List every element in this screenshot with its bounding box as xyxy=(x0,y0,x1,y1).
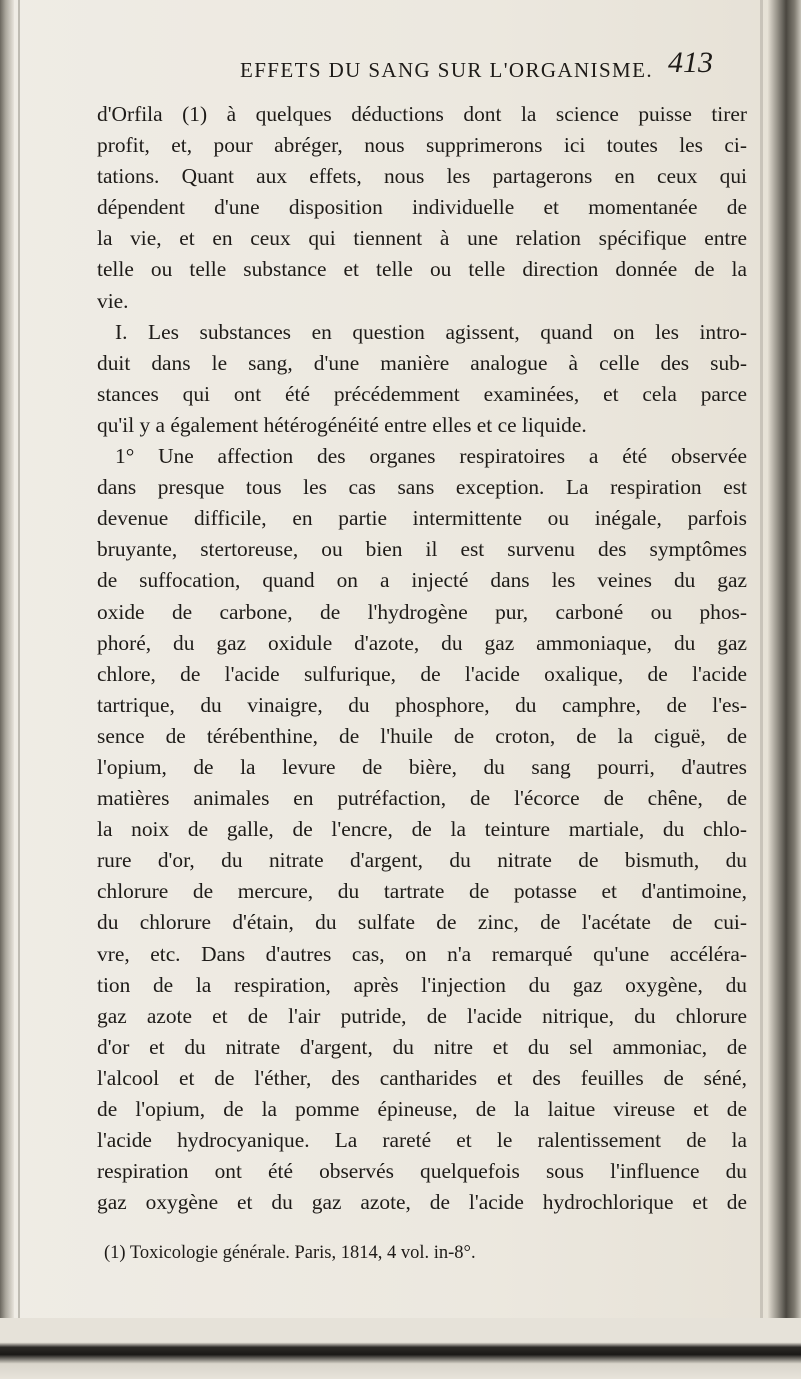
body-text xyxy=(97,99,747,1218)
binding-line xyxy=(18,0,20,1379)
text-line: matières animales en putréfaction, de l'écorce de chêne, de xyxy=(97,786,747,811)
text-line: dépendent d'une disposition individuelle et momentanée de xyxy=(97,195,747,220)
scan-bottom-edge xyxy=(0,1318,801,1379)
text-line: tartrique, du vinaigre, du phosphore, du camphre, de l'es- xyxy=(97,692,747,717)
text-line: rure d'or, du nitrate d'argent, du nitrate de bismuth, du xyxy=(97,848,747,873)
running-head: EFFETS DU SANG SUR L'ORGANISME. xyxy=(240,58,653,82)
text-line: gaz oxygène et du gaz azote, de l'acide hydrochlorique et de xyxy=(97,1190,747,1215)
text-line: l'acide hydrocyanique. La rareté et le ralentissement de la xyxy=(97,1128,747,1153)
text-line: respiration ont été observés quelquefois sous l'influence du xyxy=(97,1159,747,1184)
page-edge-line xyxy=(760,0,763,1379)
text-line: la vie, et en ceux qui tiennent à une relation spécifique entre xyxy=(97,226,747,251)
text-line: gaz azote et de l'air putride, de l'acide nitrique, du chlorure xyxy=(97,1003,747,1028)
text-line: d'Orfila (1) à quelques déductions dont la science puisse tirer xyxy=(97,102,747,126)
text-line: chlorure de mercure, du tartrate de potasse et d'antimoine, xyxy=(97,879,747,904)
text-line: chlore, de l'acide sulfurique, de l'acide oxalique, de l'acide xyxy=(97,661,747,686)
text-line: vie. xyxy=(97,288,129,313)
text-line: duit dans le sang, d'une manière analogue à celle des sub- xyxy=(97,350,747,375)
text-line: d'or et du nitrate d'argent, du nitre et du sel ammoniac, de xyxy=(97,1034,747,1059)
text-line: l'opium, de la levure de bière, du sang pourri, d'autres xyxy=(97,754,747,779)
text-line: bruyante, stertoreuse, ou bien il est survenu des symptômes xyxy=(97,537,747,562)
text-line: telle ou telle substance et telle ou telle direction donnée de la xyxy=(97,257,747,282)
text-line: phoré, du gaz oxidule d'azote, du gaz ammoniaque, du gaz xyxy=(97,630,747,655)
text-line: I. Les substances en question agissent, quand on les intro- xyxy=(115,319,747,344)
footnote: (1) Toxicologie générale. Paris, 1814, 4 vol. in-8°. xyxy=(104,1243,476,1263)
text-line: l'alcool et de l'éther, des cantharides et des feuilles de séné, xyxy=(97,1065,747,1090)
text-line: qu'il y a également hétérogénéité entre elles et ce liquide. xyxy=(97,412,587,437)
page-header xyxy=(60,46,750,86)
binding-shadow xyxy=(0,0,14,1379)
text-line: stances qui ont été précédemment examinées, et cela parce xyxy=(97,381,747,406)
text-line: de l'opium, de la pomme épineuse, de la laitue vireuse et de xyxy=(97,1097,747,1121)
text-line: de suffocation, quand on a injecté dans les veines du gaz xyxy=(97,568,747,593)
text-line: vre, etc. Dans d'autres cas, on n'a remarqué qu'une accéléra- xyxy=(97,941,747,966)
text-line: du chlorure d'étain, du sulfate de zinc, de l'acétate de cui- xyxy=(97,910,747,935)
text-line: la noix de galle, de l'encre, de la teinture martiale, du chlo- xyxy=(97,817,747,842)
text-line: oxide de carbone, de l'hydrogène pur, carboné ou phos- xyxy=(97,599,747,624)
text-line: dans presque tous les cas sans exception. La respiration est xyxy=(97,475,747,500)
text-line: tations. Quant aux effets, nous les partagerons en ceux qui xyxy=(97,164,747,189)
text-line: profit, et, pour abréger, nous supprimerons ici toutes les ci- xyxy=(97,133,747,158)
text-line: devenue difficile, en partie intermittente ou inégale, parfois xyxy=(97,506,747,531)
text-line: sence de térébenthine, de l'huile de croton, de la ciguë, de xyxy=(97,723,747,748)
page-number: 413 xyxy=(668,46,713,79)
text-line: tion de la respiration, après l'injection du gaz oxygène, du xyxy=(97,972,747,997)
text-line: 1° Une affection des organes respiratoires a été observée xyxy=(115,444,747,469)
right-page-edge xyxy=(768,0,801,1379)
